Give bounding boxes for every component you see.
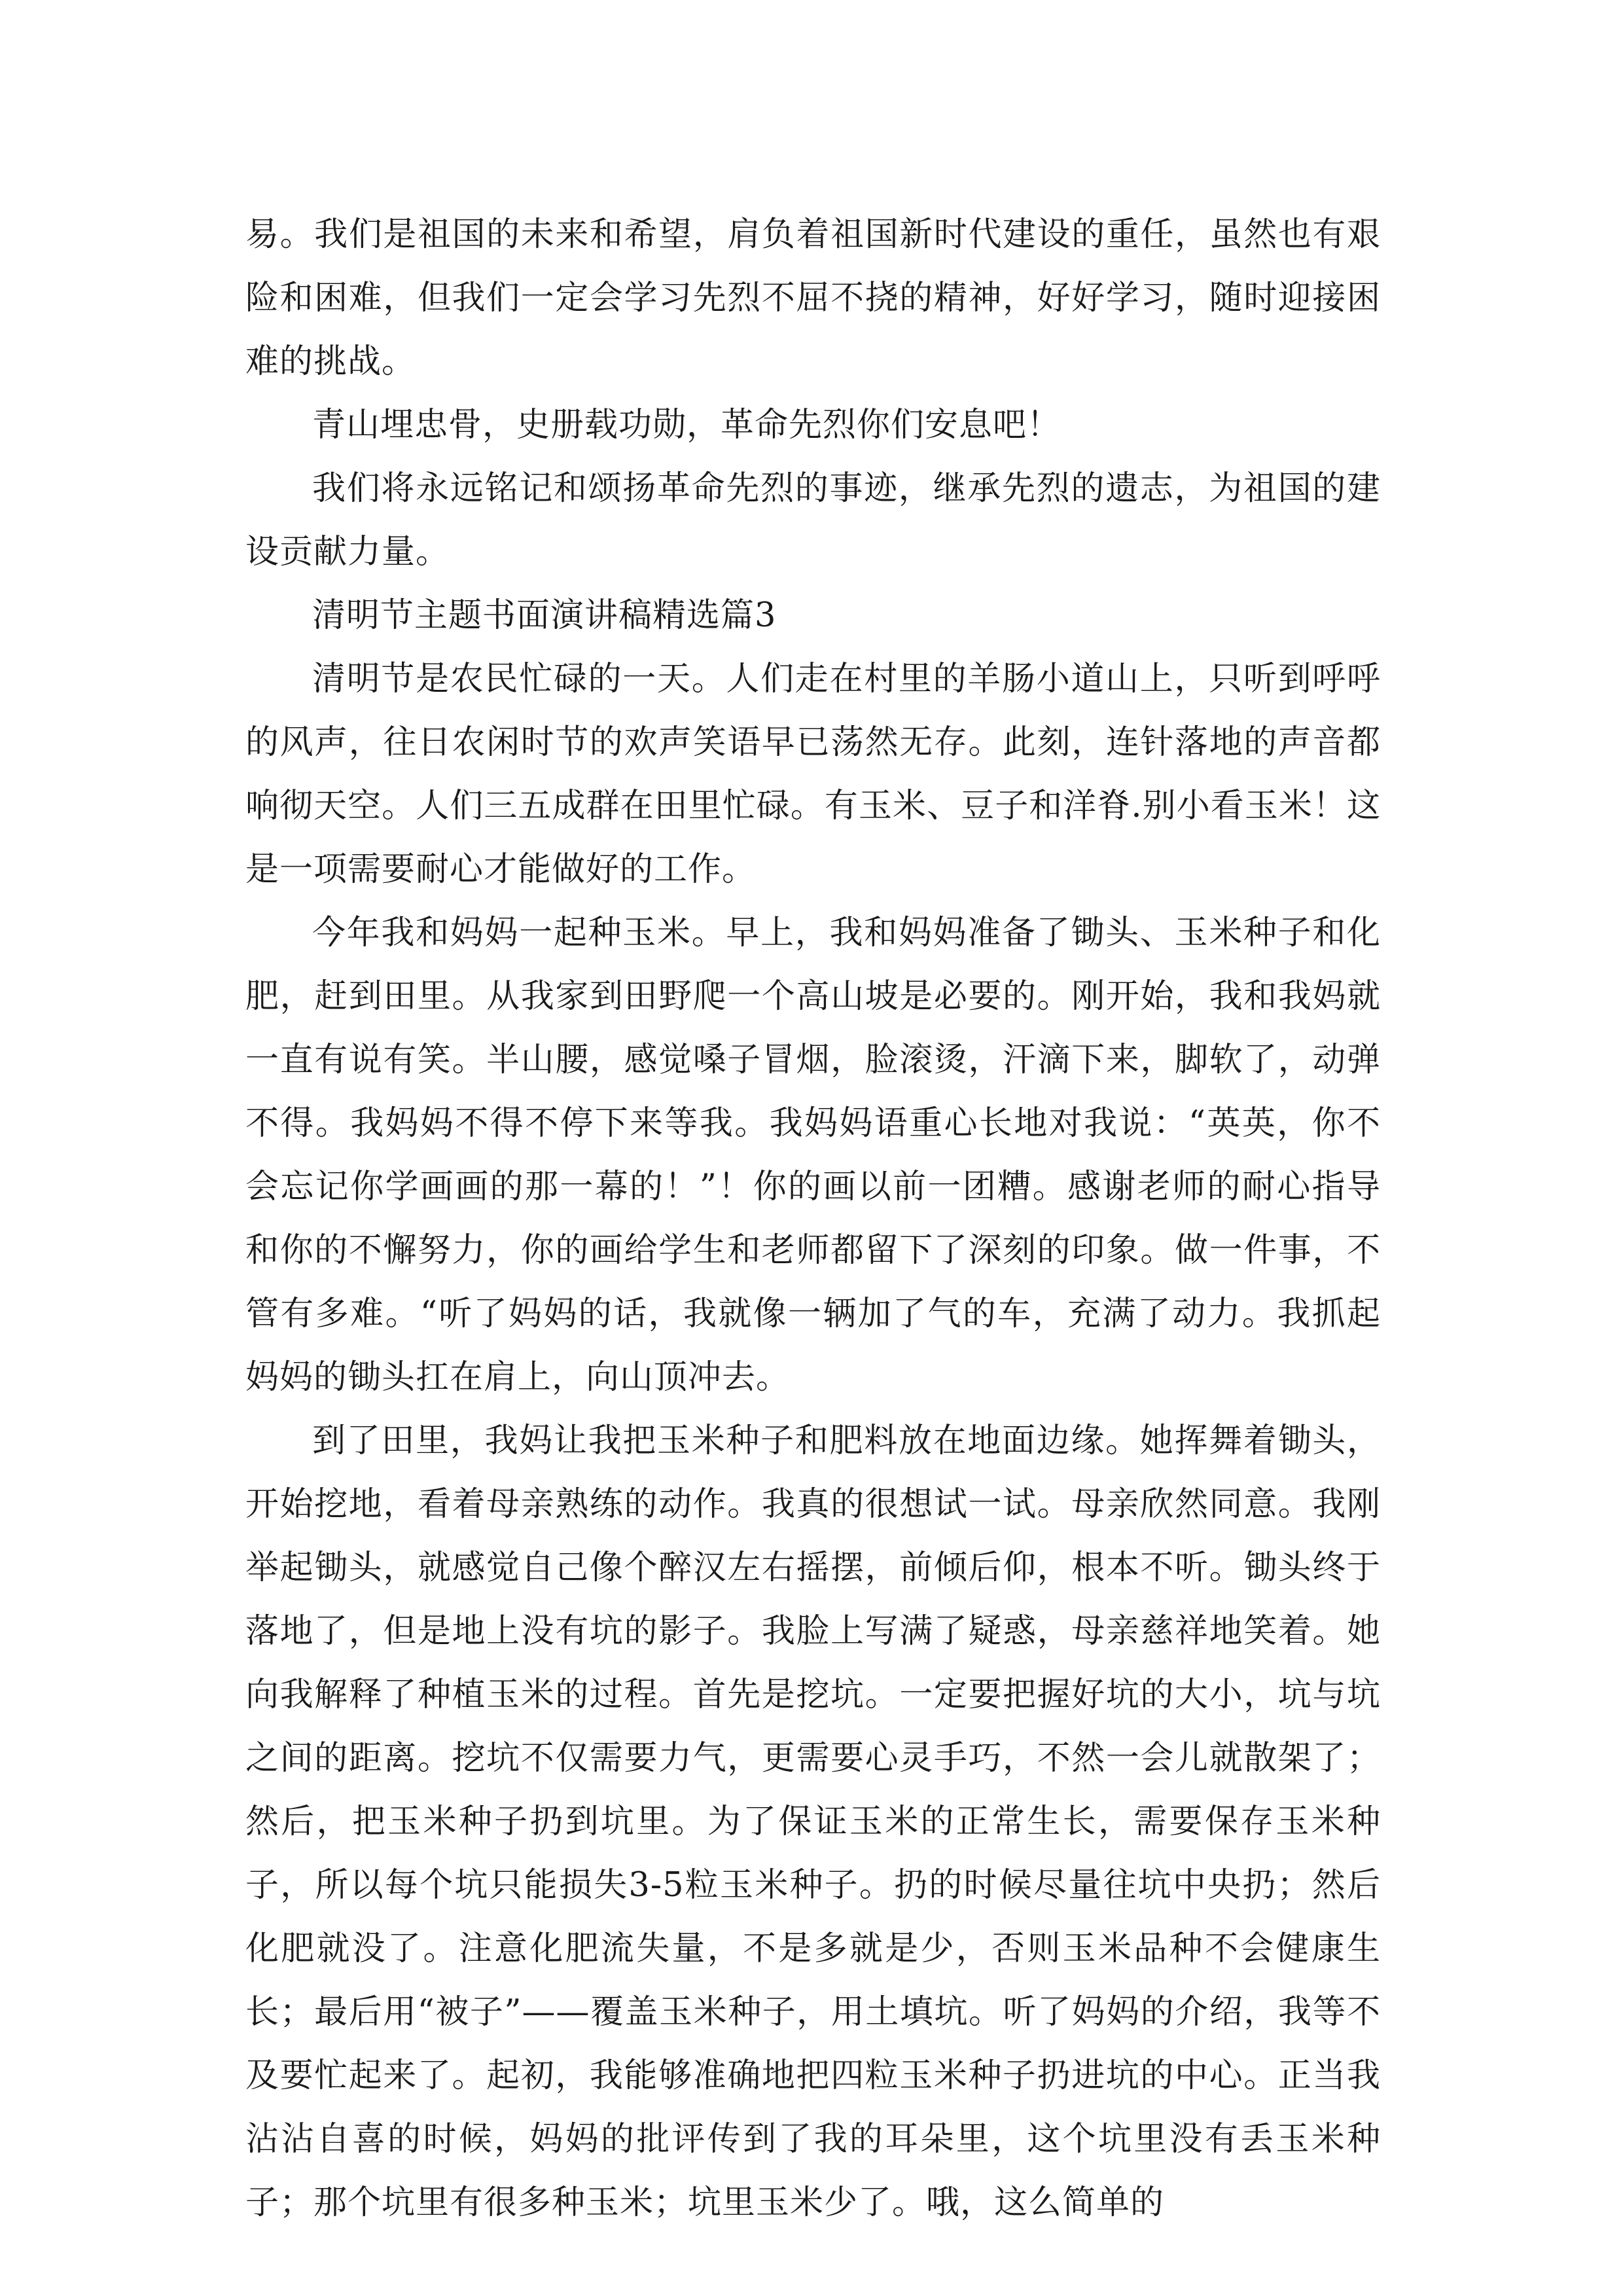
paragraph: 今年我和妈妈一起种玉米。早上，我和妈妈准备了锄头、玉米种子和化肥，赶到田里。从我家到田野爬一个高山坡是必要的。刚开始，我和我妈就一直有说有笑。半山腰，感觉嗓子冒烟，脸滚烫，汗滴下来，脚软了，动弹不得。我妈妈不得不停下来等我。我妈妈语重心长地对我说：“英英，你不会忘记你学画画的那一幕的！”！你的画以前一团糟。感谢老师的耐心指导和你的不懈努力，你的画给学生和老师都留下了深刻的印象。做一件事，不管有多难。“听了妈妈的话，我就像一辆加了气的车，充满了动力。我抓起妈妈的锄头扛在肩上，向山顶冲去。 bbox=[245, 914, 1381, 1397]
paragraph-continued: 易。我们是祖国的未来和希望，肩负着祖国新时代建设的重任，虽然也有艰险和困难，但我们一定会学习先烈不屈不挠的精神，好好学习，随时迎接困难的挑战。 bbox=[245, 215, 1381, 381]
paragraph: 青山埋忠骨，史册载功勋，革命先烈你们安息吧！ bbox=[312, 406, 1061, 444]
paragraph: 我们将永远铭记和颂扬革命先烈的事迹，继承先烈的遗志，为祖国的建设贡献力量。 bbox=[245, 469, 1381, 571]
section-heading: 清明节主题书面演讲稿精选篇3 bbox=[312, 596, 777, 635]
paragraph: 清明节是农民忙碌的一天。人们走在村里的羊肠小道山上，只听到呼呼的风声，往日农闲时节的欢声笑语早已荡然无存。此刻，连针落地的声音都响彻天空。人们三五成群在田里忙碌。有玉米、豆子和洋脊.别小看玉米！这是一项需要耐心才能做好的工作。 bbox=[245, 660, 1381, 889]
paragraph: 到了田里，我妈让我把玉米种子和肥料放在地面边缘。她挥舞着锄头，开始挖地，看着母亲熟练的动作。我真的很想试一试。母亲欣然同意。我刚举起锄头，就感觉自己像个醉汉左右摇摆，前倾后仰，根本不听。锄头终于落地了，但是地上没有坑的影子。我脸上写满了疑惑，母亲慈祥地笑着。她向我解释了种植玉米的过程。首先是挖坑。一定要把握好坑的大小，坑与坑之间的距离。挖坑不仅需要力气，更需要心灵手巧，不然一会儿就散架了；然后，把玉米种子扔到坑里。为了保证玉米的正常生长，需要保存玉米种子，所以每个坑只能损失3-5粒玉米种子。扔的时候尽量往坑中央扔；然后化肥就没了。注意化肥流失量，不是多就是少，否则玉米品种不会健康生长；最后用“被子”——覆盖玉米种子，用土填坑。听了妈妈的介绍，我等不及要忙起来了。起初，我能够准确地把四粒玉米种子扔进坑的中心。正当我沾沾自喜的时候，妈妈的批评传到了我的耳朵里，这个坑里没有丢玉米种子；那个坑里有很多种玉米；坑里玉米少了。哦，这么简单的 bbox=[245, 1422, 1381, 2222]
document-body bbox=[245, 203, 1381, 2234]
